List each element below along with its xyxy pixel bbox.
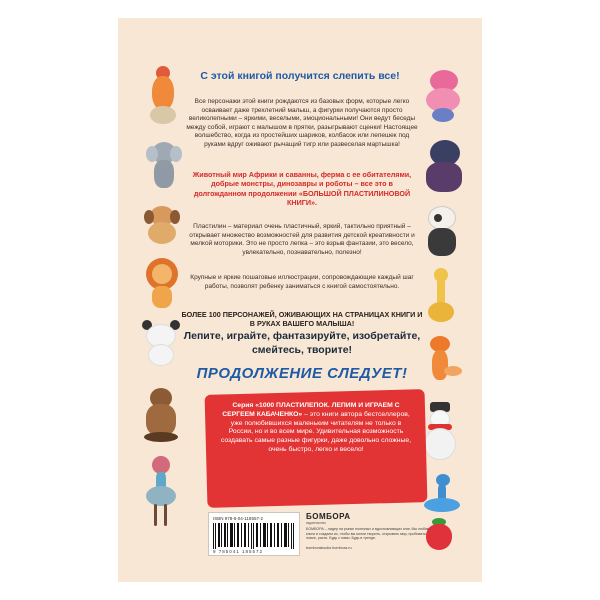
panda-figure xyxy=(140,320,182,368)
monster-figure xyxy=(424,140,466,194)
series-text: – это книги автора бестселлеров, уже полюбившихся маленьким читателям не только в России, но и во всем мире. Удивительная возможность создавать самые разные фигурки, даже довольно сложные, очень быстро, легко и весело! xyxy=(220,410,412,453)
series-title: Серия «1000 ПЛАСТИЛЕПОК. ЛЕПИМ И ИГРАЕМ С СЕРГЕЕМ КАБАЧЕНКО» xyxy=(222,402,400,418)
pink-bird-figure xyxy=(420,70,466,124)
headline: С этой книгой получится слепить все! xyxy=(200,70,400,82)
publisher-block xyxy=(306,512,430,556)
cow-figure xyxy=(418,204,466,258)
publisher-subtitle: издательство xyxy=(306,521,326,525)
dog-figure xyxy=(140,204,184,246)
beaver-figure xyxy=(140,388,184,444)
characters-count-text: БОЛЕЕ 100 ПЕРСОНАЖЕЙ, ОЖИВАЮЩИХ НА СТРАНИЦАХ КНИГИ И В РУКАХ ВАШЕГО МАЛЫША! xyxy=(181,310,423,329)
ostrich-figure xyxy=(144,456,178,528)
publisher-logo: БОМБОРА xyxy=(306,512,351,521)
giraffe-figure xyxy=(424,268,460,324)
illustrations-paragraph: Крупные и яркие пошаговые иллюстрации, сопровождающие каждый шаг работы, позволят ребенку заниматься с книгой самостоятельно. xyxy=(190,274,414,290)
highlight-paragraph: Животный мир Африки и саванны, ферма с ее обитателями, добрые монстры, динозавры и роботы – все это в долгожданном продолжении «БОЛЬШОЙ ПЛАСТИЛИНОВОЙ КНИГИ». xyxy=(192,170,412,208)
rooster-figure xyxy=(148,66,178,126)
series-description xyxy=(218,402,414,455)
publisher-social: bomborabooks bombora.ru xyxy=(306,546,352,550)
barcode-digits: 9 785041 185572 xyxy=(213,549,264,554)
publisher-info: БОМБОРА – лидер на рынке полезных и вдохновляющих книг. Мы любим книги и создаем их, чтобы вы могли творить, открывать мир, пробовать новое, расти. Будь с нами. Будь в тренде. xyxy=(306,527,430,541)
fox-figure xyxy=(420,336,464,394)
barcode-box xyxy=(208,512,300,556)
isbn-text: ISBN 978-5-04-118557-2 xyxy=(213,516,263,521)
to-be-continued-title: ПРОДОЛЖЕНИЕ СЛЕДУЕТ! xyxy=(196,365,408,382)
slogan: Лепите, играйте, фантазируйте, изобретайте, смейтесь, творите! xyxy=(183,330,421,356)
elephant-figure xyxy=(144,142,184,192)
barcode-icon xyxy=(213,523,297,549)
intro-paragraph: Все персонажи этой книги рождаются из базовых форм, которые легко осваивает даже трехлетний малыш, а фигурки получаются просто великолепными – яркими, веселыми, эмоциональными! Они ведут беседы между собой, играют с малышом в прятки, разыгрывают сценки! Настоящее волшебство, когда из простейших шариков, колбасок или лепешек под руками вдруг оживают рычащий тигр или развеселая мартышка! xyxy=(186,98,418,148)
plasticine-paragraph: Пластилин – материал очень пластичный, яркий, тактильно приятный – открывает множество возможностей для развития детской креативности и мелкой моторики. Это не просто лепка – это взрыв фантазии, это весело, увлекательно, познавательно, полезно! xyxy=(189,223,415,256)
lion-figure xyxy=(144,258,180,310)
book-back-cover xyxy=(118,18,482,582)
